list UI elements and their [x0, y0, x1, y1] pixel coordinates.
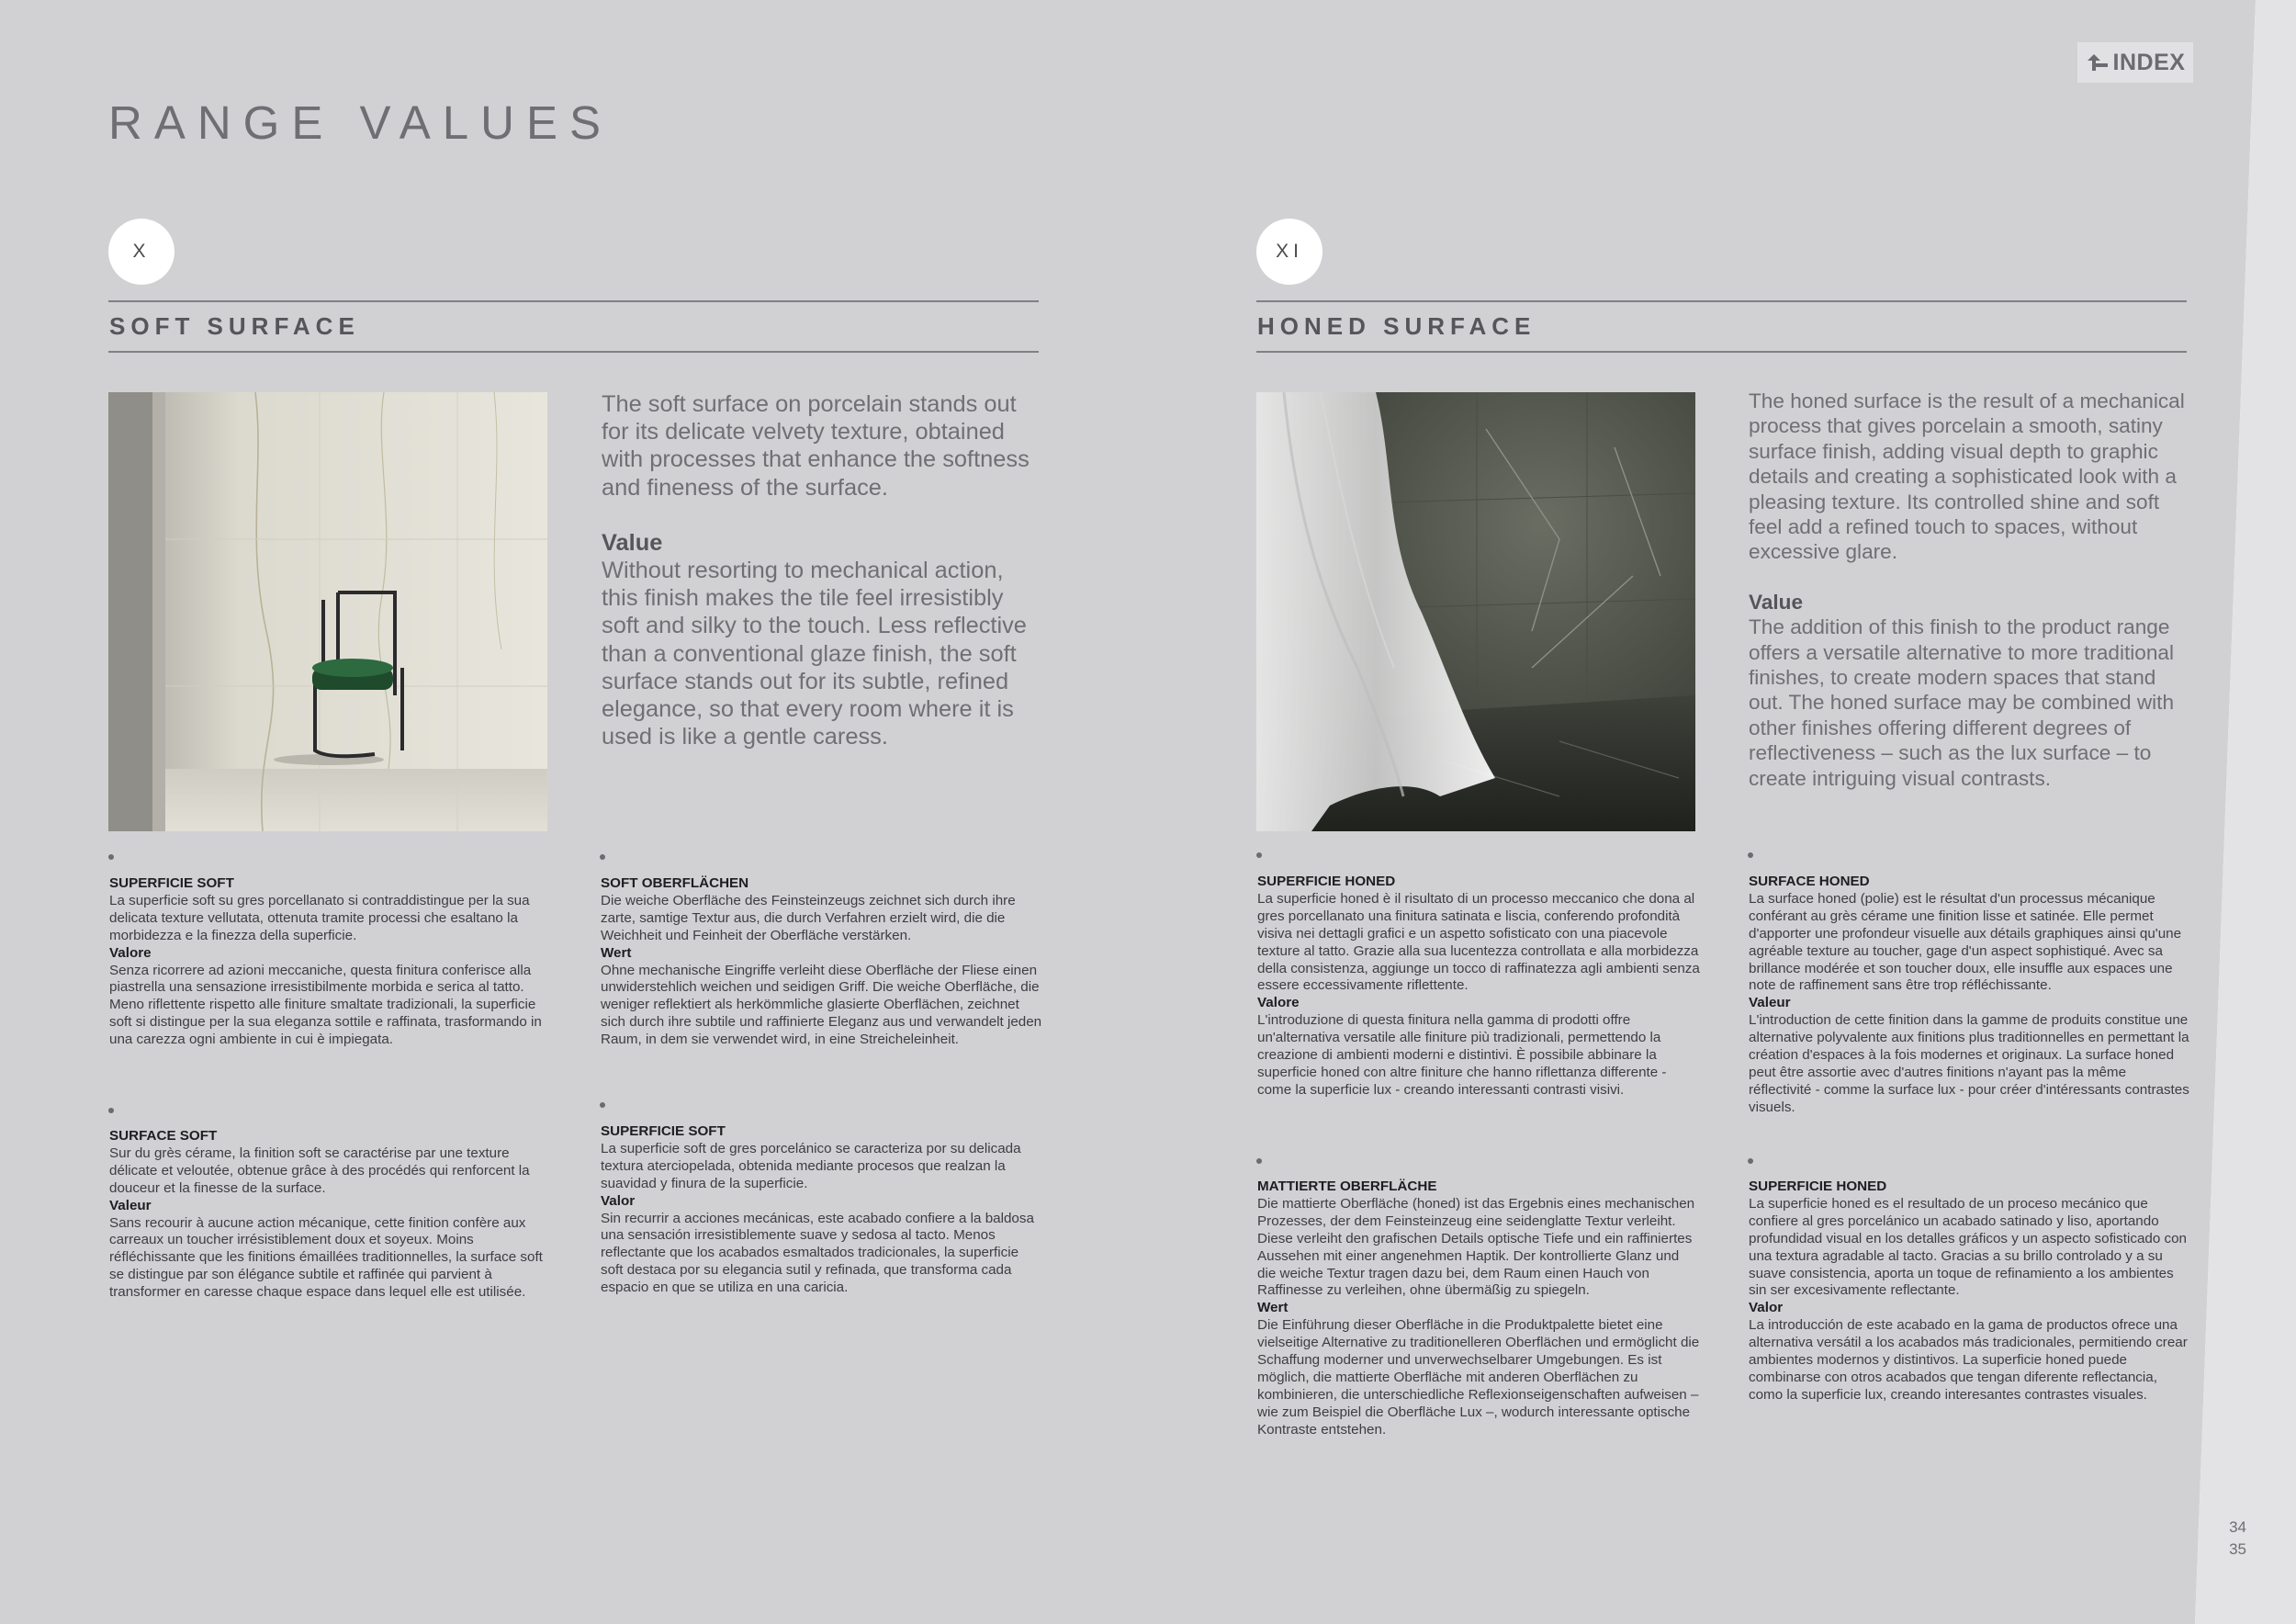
block-value-label: Valor: [601, 1192, 636, 1209]
block-body: Sur du grès cérame, la finition soft se caractérise par une texture délicate et veloutée, obtenue grâce à des procédés qui renforcent la douceur et la finesse de la surface.: [109, 1145, 530, 1196]
text-block-es: [1749, 1179, 2191, 1404]
index-label: INDEX: [2112, 49, 2186, 75]
page-number-left: 34: [2229, 1518, 2246, 1536]
bullet: [1748, 1158, 1753, 1164]
block-value-body: Die Einführung dieser Oberfläche in die Produktpalette bietet eine vielseitige Alternative zu traditionelleren Oberflächen und ermöglicht die Schaffung moderner und unverwechselbarer Umgebungen. Es ist möglich, die mattierte Oberfläche mit anderen Oberflächen zu kombinieren, die unterschiedliche Reflexionseigenschaften aufweisen – wie zum Beispiel die Oberfläche Lux –, wodurch interessante optische Kontraste entstehen.: [1257, 1317, 1700, 1438]
text-block-de: [1257, 1179, 1700, 1439]
soft-surface-photo: [108, 392, 547, 831]
value-paragraph: Without resorting to mechanical action, this finish makes the tile feel irresistibly soft and silky to the touch. Less reflective than a conventional glaze finish, the soft surface stands out for its subtle, refined elegance, so that every room where it is used is like a gentle caress.: [602, 558, 1027, 750]
block-body: La superficie honed es el resultado de un proceso mecánico que confiere al gres porcelánico un acabado satinado y liso, aportando profundidad visual en los detalles gráficos y un aspecto sofisticado con una textura agradable al tacto. Gracias a su brillo controlado y a su suave consistencia, aporta un toque de refinamiento a los ambientes sin ser excesivamente reflectante.: [1749, 1195, 2188, 1299]
return-arrow-icon: [2086, 52, 2110, 73]
block-value-body: La introducción de este acabado en la gama de productos ofrece una alternativa versátil a los acabados más tradicionales, permitiendo crear ambientes modernos y distintivos. La superficie honed puede combinarse con otros acabados que tengan diferente reflectancia, como la superficie lux, creando interesantes contrastes visuales.: [1749, 1317, 2188, 1403]
index-button[interactable]: [2077, 42, 2193, 83]
block-heading: SURFACE HONED: [1749, 874, 1870, 889]
block-value-body: Senza ricorrere ad azioni meccaniche, questa finitura conferisce alla piastrella una sensazione irresistibilmente morbida e serica al tatto. Meno riflettente rispetto alle finiture smaltate tradizionali, la superficie soft si distingue per la sua eleganza sottile e raffinata, trasformando in una carezza ogni ambiente in cui è impiegata.: [109, 962, 542, 1048]
block-body: La surface honed (polie) est le résultat d'un processus mécanique conférant au grès cérame une finition lisse et satinée. Elle permet d'apporter une profondeur visuelle aux détails graphiques ainsi qu'une agréable texture au toucher, gage d'un aspect sophistiqué. Avec sa brillance modérée et son toucher doux, elle insuffle aux espaces une note de raffinement sans être trop réfléchissante.: [1749, 890, 2182, 994]
bullet: [1748, 852, 1753, 858]
block-body: La superficie honed è il risultato di un processo meccanico che dona al gres porcellanato una finitura satinata e liscia, conferendo profondità visiva nei dettagli grafici e un aspetto sofisticato con una piacevole texture al tatto. Grazie alla sua lucentezza controllata e alla morbidezza della consistenza, aggiunge un tocco di raffinatezza agli ambienti senza essere eccessivamente riflettente.: [1257, 890, 1700, 994]
text-block-de: [601, 875, 1043, 1049]
text-block-es: [601, 1123, 1043, 1297]
text-block-fr: [1749, 874, 2191, 1117]
value-paragraph: The addition of this finish to the product range offers a versatile alternative to more traditional finishes, to create modern spaces that stand out. The honed surface may be combined with other finishes offering different degrees of reflectiveness – such as the lux surface – to create intriguing visual contrasts.: [1749, 615, 2175, 790]
section-title: HONED SURFACE: [1257, 312, 1536, 340]
block-value-body: Ohne mechanische Eingriffe verleiht diese Oberfläche der Fliese einen unwiderstehlich weichen und seidigen Griff. Die weiche Oberfläche, die weniger reflektiert als herkömmliche glasierte Oberflächen, zeichnet sich durch ihre subtile und raffinierte Eleganz aus und verwandelt jeden Raum, in dem sie verwendet wird, in eine Streicheleinheit.: [601, 962, 1042, 1048]
divider: [108, 351, 1039, 353]
divider: [108, 300, 1039, 302]
block-value-label: Wert: [1257, 1300, 1289, 1316]
block-body: Die weiche Oberfläche des Feinsteinzeugs zeichnet sich durch ihre zarte, samtige Textur aus, die durch Verfahren erzielt wird, die die Weichheit und Feinheit der Oberfläche verstärken.: [601, 892, 1016, 943]
block-heading: SURFACE SOFT: [109, 1128, 218, 1144]
bullet: [1256, 1158, 1262, 1164]
block-value-body: Sin recurrir a acciones mecánicas, este acabado confiere a la baldosa una sensación irresistiblemente suave y sedosa al tacto. Menos reflectante que los acabados esmaltados tradicionales, la superficie soft destaca por su elegancia sutil y refinada, que transforma cada espacio en que se utiliza en una caricia.: [601, 1210, 1034, 1296]
bullet: [108, 854, 114, 860]
divider: [1256, 351, 2187, 353]
divider: [1256, 300, 2187, 302]
bullet: [600, 854, 605, 860]
text-block-it: [1257, 874, 1700, 1100]
section-number-badge: XI: [1256, 219, 1322, 285]
page-title: RANGE VALUES: [108, 96, 613, 149]
intro-paragraph: The honed surface is the result of a mechanical process that gives porcelain a smooth, satiny surface finish, adding visual depth to graphic details and creating a sophisticated look with a pleasing texture. Its controlled shine and soft feel add a refined touch to spaces, without excessive glare.: [1749, 389, 2185, 564]
bullet: [600, 1102, 605, 1108]
block-heading: MATTIERTE OBERFLÄCHE: [1257, 1179, 1437, 1194]
block-body: Die mattierte Oberfläche (honed) ist das Ergebnis eines mechanischen Prozesses, der dem Feinsteinzeug eine seidenglatte Textur verleiht. Diese verleiht den grafischen Details optische Tiefe und ein raffiniertes Aussehen mit einer angenehmen Haptik. Der kontrollierte Glanz und die weiche Textur tragen dazu bei, dem Raum einen Hauch von Raffinesse zu verleihen, ohne übermäßig zu spiegeln.: [1257, 1195, 1695, 1299]
bullet: [108, 1108, 114, 1113]
block-heading: SUPERFICIE HONED: [1257, 874, 1396, 889]
block-value-body: L'introduzione di questa finitura nella gamma di prodotti offre un'alternativa versatile alle finiture più tradizionali, permettendo la creazione di ambienti moderni e distintivi. È possibile abbinare la superficie honed con altre finiture che hanno riflettanza differente - come la superficie lux - creando interessanti contrasti visivi.: [1257, 1012, 1667, 1098]
section-title: SOFT SURFACE: [109, 312, 360, 340]
block-value-label: Valore: [1257, 995, 1300, 1011]
value-heading: Value: [1749, 590, 1804, 614]
bullet: [1256, 852, 1262, 858]
block-heading: SUPERFICIE HONED: [1749, 1179, 1887, 1194]
block-heading: SUPERFICIE SOFT: [601, 1123, 726, 1139]
block-heading: SUPERFICIE SOFT: [109, 875, 234, 891]
block-heading: SOFT OBERFLÄCHEN: [601, 875, 749, 891]
block-value-body: Sans recourir à aucune action mécanique, cette finition confère aux carreaux un toucher irrésistiblement doux et soyeux. Moins réfléchissante que les finitions émaillées traditionnelles, la surface soft se distingue par son élégance subtile et raffinée qui parvient à transformer en caresse chaque espace dans lequel elle est utilisée.: [109, 1214, 543, 1301]
text-block-it: [109, 875, 552, 1049]
page-number-right: 35: [2229, 1540, 2246, 1558]
block-value-label: Valeur: [109, 1197, 152, 1213]
block-value-label: Wert: [601, 944, 632, 961]
block-value-label: Valeur: [1749, 995, 1791, 1011]
block-value-body: L'introduction de cette finition dans la gamme de produits constitue une alternative polyvalente aux finitions plus traditionnelles en permettant la création d'espaces à la fois modernes et originaux. La surface honed peut être assortie avec d'autres finitions n'ayant pas la même réflectivité - comme la surface lux - pour créer d'intéressants contrastes visuels.: [1749, 1012, 2189, 1115]
value-heading: Value: [602, 529, 663, 556]
honed-surface-photo: [1256, 392, 1695, 831]
text-block-fr: [109, 1128, 552, 1302]
section-number-badge: X: [108, 219, 174, 285]
intro-text: [1749, 389, 2194, 791]
block-body: La superficie soft su gres porcellanato si contraddistingue per la sua delicata texture vellutata, ottenuta tramite processi che esaltano la morbidezza e la finezza della superficie.: [109, 892, 530, 943]
block-value-label: Valor: [1749, 1300, 1784, 1316]
intro-paragraph: The soft surface on porcelain stands out for its delicate velvety texture, obtained with processes that enhance the softness and fineness of the surface.: [602, 391, 1030, 501]
block-value-label: Valore: [109, 944, 152, 961]
block-body: La superficie soft de gres porcelánico se caracteriza por su delicada textura aterciopelada, obtenida mediante procesos que realzan la suavidad y finura de la superficie.: [601, 1140, 1021, 1191]
intro-text: [602, 390, 1042, 750]
